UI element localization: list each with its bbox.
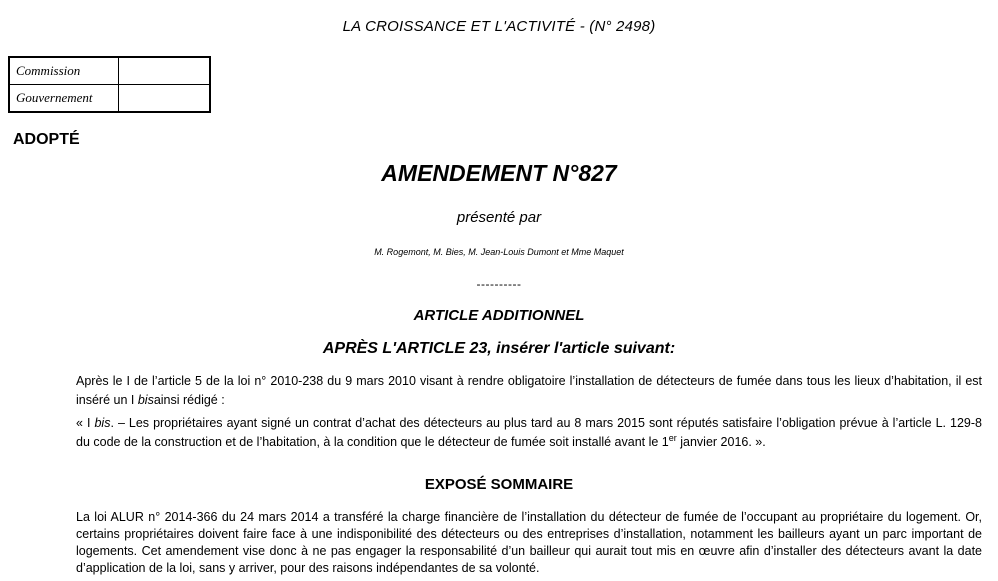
status-table (8, 56, 211, 113)
para2-sup: er (668, 432, 677, 443)
table-row (9, 85, 210, 113)
article-placement: APRÈS L'ARTICLE 23, insérer l'article suivant: (322, 340, 676, 357)
gouvernement-value (119, 85, 211, 113)
table-row (9, 57, 210, 85)
para2-italic: bis (94, 416, 111, 430)
para1-italic: bis (137, 393, 154, 407)
adoption-status: ADOPTÉ (13, 131, 80, 148)
body-paragraph-1 (76, 372, 982, 410)
para2-lead: « I (76, 416, 95, 430)
para2-text: . – Les propriétaires ayant signé un contrat d’achat des détecteurs au plus tard au 8 mars 2015 sont réputés satisfaire l’obligation prévue à l’article L. 129-8 du code de la construction et de l’habitation, à la condition que le détecteur de fumée soit installé avant le 1 (76, 416, 983, 449)
commission-value (119, 57, 211, 85)
gouvernement-label: Gouvernement (9, 85, 119, 113)
commission-label: Commission (9, 57, 119, 85)
body-paragraph-3: La loi ALUR n° 2014-366 du 24 mars 2014 a transféré la charge financière de l’installation du détecteur de fumée de l’occupant au propriétaire du logement. Or, certains propriétaires doivent faire face à une indisponibilité des détecteurs ou des entreprises d’installation, notamment les bailleurs ayant un parc important de logements. Cet amendement vise donc à ne pas engager la responsabilité d’un bailleur qui aurait tout mis en œuvre afin d’installer des détecteurs avant la date d’application de la loi, sans y arriver, pour des raisons indépendantes de sa volonté. (76, 510, 982, 575)
amendment-title: AMENDEMENT N°827 (381, 160, 617, 186)
document-header-title: LA CROISSANCE ET L'ACTIVITÉ - (N° 2498) (342, 18, 656, 35)
body-paragraph-2 (76, 414, 982, 452)
authors: M. Rogemont, M. Bies, M. Jean-Louis Dumont et Mme Maquet (374, 247, 624, 257)
para1-text: Après le I de l’article 5 de la loi n° 2010-238 du 9 mars 2010 visant à rendre obligatoire l’installation de détecteurs de fumée dans tous les lieux d’habitation, il est inséré un I (76, 374, 982, 407)
para1-after: ainsi rédigé : (153, 393, 225, 407)
separator: ---------- (476, 277, 522, 291)
para2-end: janvier 2016. ». (676, 435, 766, 449)
expose-title: EXPOSÉ SOMMAIRE (424, 476, 574, 493)
article-type: ARTICLE ADDITIONNEL (413, 307, 585, 324)
presented-by: présenté par (456, 209, 542, 226)
